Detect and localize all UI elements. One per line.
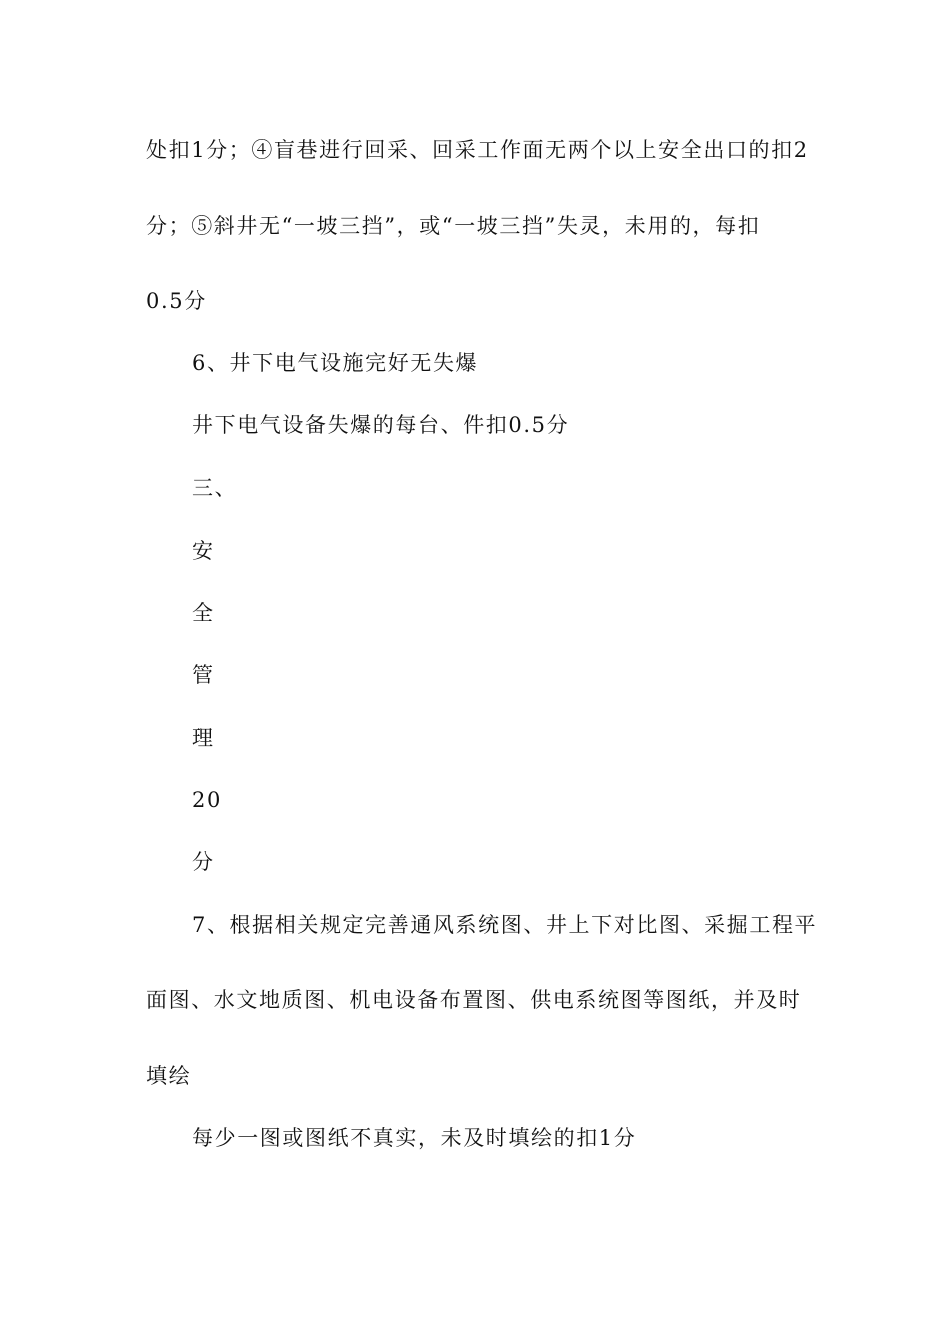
- vertical-heading-char: 理: [192, 726, 215, 750]
- text-line: 面图、水文地质图、机电设备布置图、供电系统图等图纸，并及时: [146, 988, 802, 1012]
- section-number: 三、: [192, 476, 238, 500]
- text-line: 井下电气设备失爆的每台、件扣0.5分: [192, 413, 570, 437]
- section-heading: 7、根据相关规定完善通风系统图、井上下对比图、采掘工程平: [192, 913, 818, 937]
- section-heading: 6、井下电气设施完好无失爆: [192, 351, 479, 375]
- vertical-heading-char: 分: [192, 850, 215, 874]
- text-line: 填绘: [146, 1064, 192, 1088]
- vertical-heading-score: 20: [192, 788, 222, 812]
- vertical-heading-char: 管: [192, 663, 215, 687]
- text-line: 分；⑤斜井无“一坡三挡”，或“一坡三挡”失灵，未用的，每扣: [146, 214, 761, 238]
- text-line: 每少一图或图纸不真实，未及时填绘的扣1分: [192, 1126, 637, 1150]
- text-line: 0.5分: [146, 289, 207, 313]
- vertical-heading-char: 安: [192, 539, 215, 563]
- vertical-heading-char: 全: [192, 601, 215, 625]
- text-line: 处扣1分；④盲巷进行回采、回采工作面无两个以上安全出口的扣2: [146, 138, 809, 162]
